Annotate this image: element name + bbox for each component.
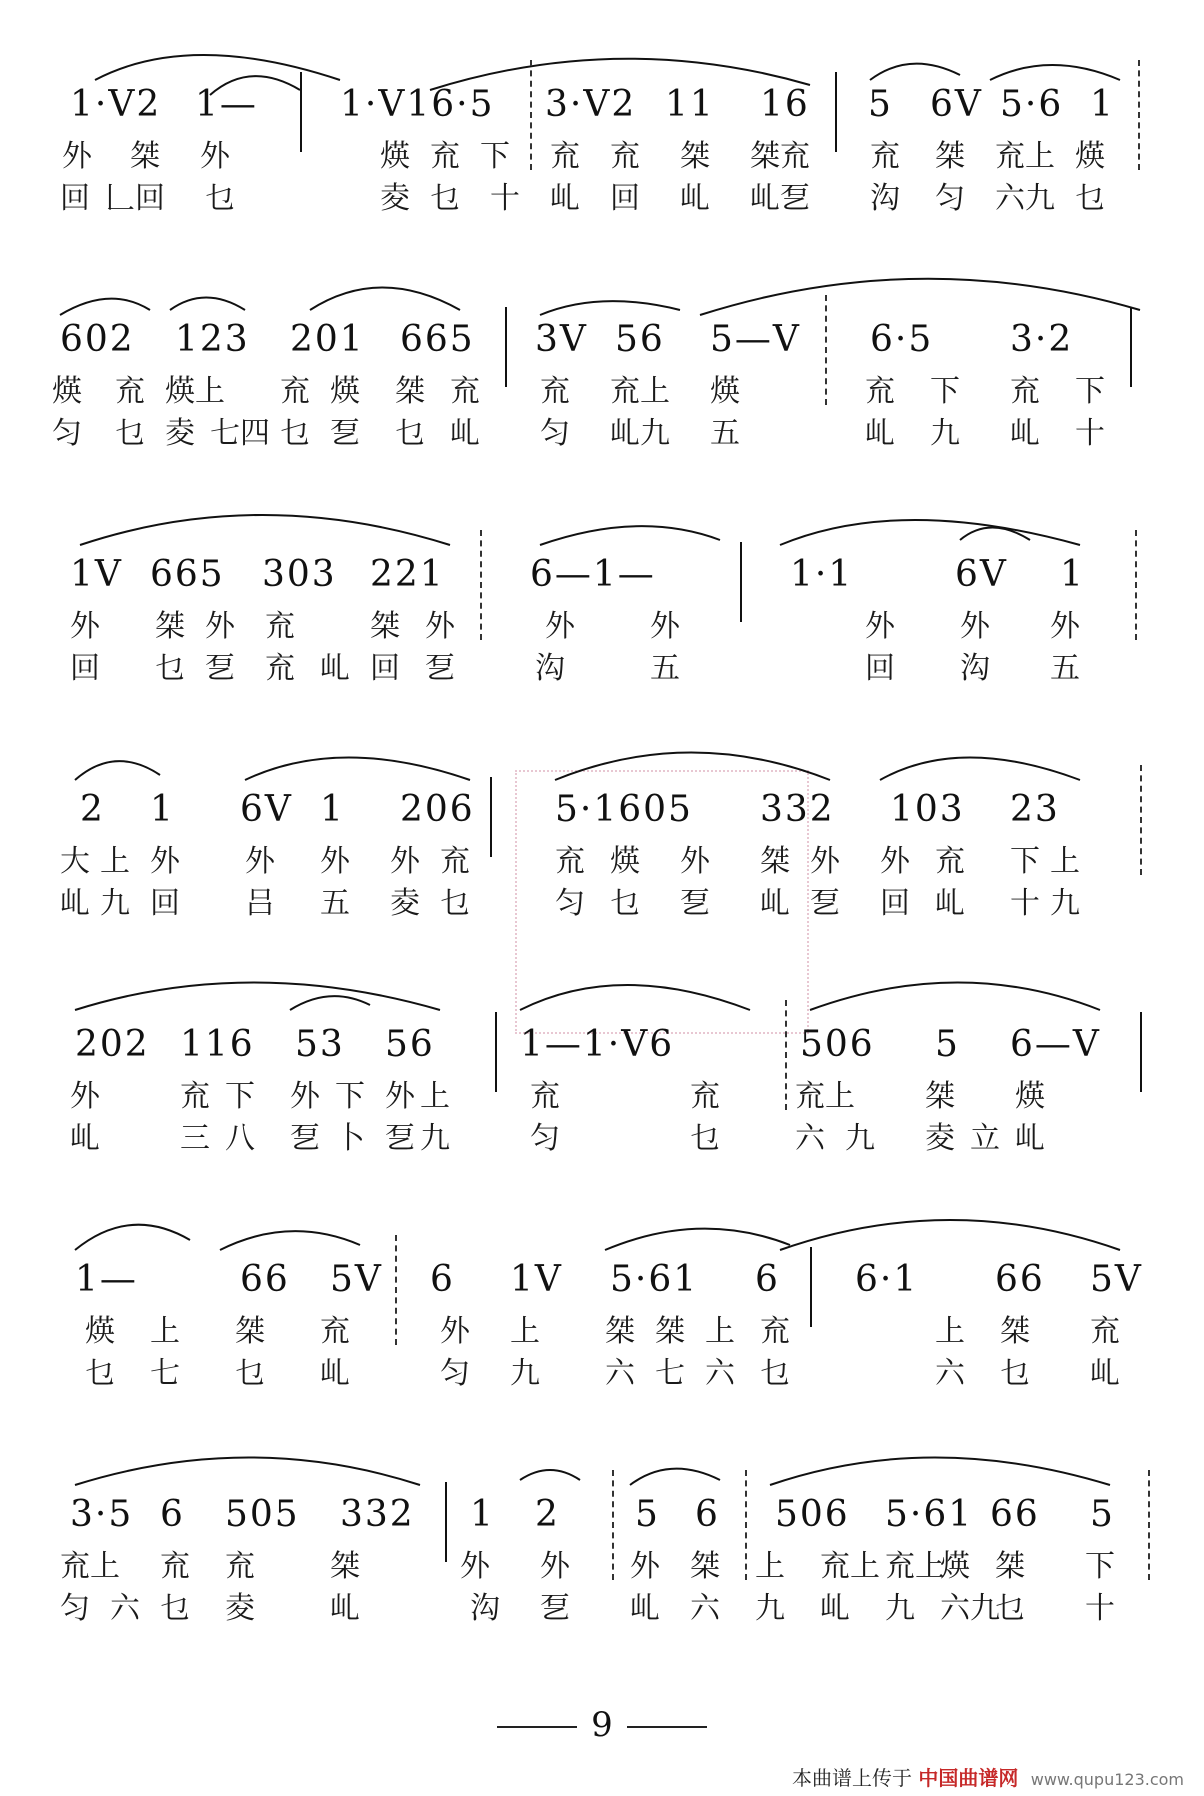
tablature-glyph: 外 [205, 609, 235, 644]
tablature-glyph: 夌 [165, 416, 195, 451]
tablature-glyph: 煐 [1015, 1079, 1045, 1114]
tablature-glyph: 㐬 [555, 844, 585, 879]
upload-footer [792, 1762, 1184, 1791]
tablature-glyph: 夌 [925, 1121, 955, 1156]
tablature-glyph: 匀 [440, 1356, 470, 1391]
score-row-6 [0, 1195, 1204, 1395]
tablature-glyph: 沟 [535, 651, 565, 686]
tablature-glyph: 乢 [330, 1591, 360, 1626]
tablature-glyph: 㐬 [115, 374, 145, 409]
tablature-glyph: 乢 [1090, 1356, 1120, 1391]
tablature-glyph: 外 [390, 844, 420, 879]
tablature-glyph: 㐬上 [60, 1549, 120, 1584]
tablature-glyph: 㐬 [540, 374, 570, 409]
tablature-glyph: 乢 [320, 1356, 350, 1391]
tablature-glyph: 桀 [605, 1314, 635, 1349]
tablature-glyph: 外 [960, 609, 990, 644]
tablature-glyph: 㐬上 [610, 374, 670, 409]
tablature-glyph: 下 [1075, 374, 1105, 409]
tablature-glyph: 乢 [550, 181, 580, 216]
tablature-glyph: 匀 [530, 1121, 560, 1156]
tablature-glyph: 下 [225, 1079, 255, 1114]
tablature-glyph: 桀 [395, 374, 425, 409]
note-group: 6·5 [870, 319, 934, 360]
tablature-glyph: 外 [865, 609, 895, 644]
note-group: 1— [195, 84, 258, 125]
tablature-glyph: 九 [510, 1356, 540, 1391]
tablature-glyph: 㐬 [280, 374, 310, 409]
tablature-glyph: 乜 [155, 651, 185, 686]
tablature-glyph: 㐬 [180, 1079, 210, 1114]
tablature-glyph: 㐬 [1010, 374, 1040, 409]
note-group: 5·1605 [555, 789, 693, 830]
tablature-glyph: 回 [610, 181, 640, 216]
tablature-glyph: 外 [290, 1079, 320, 1114]
tablature-glyph: 六 [605, 1356, 635, 1391]
tablature-glyph: 回 [880, 886, 910, 921]
tablature-glyph: 上 [705, 1314, 735, 1349]
tablature-glyph: 外 [62, 139, 92, 174]
tablature-glyph: 夌 [390, 886, 420, 921]
tablature-glyph: 桀 [655, 1314, 685, 1349]
tablature-glyph: 外 [680, 844, 710, 879]
tablature-glyph: 乢 [680, 181, 710, 216]
note-group: 1 [1090, 84, 1115, 125]
tablature-glyph: 沟 [470, 1591, 500, 1626]
note-group: 5 [635, 1494, 660, 1535]
note-group: 665 [400, 319, 475, 360]
tablature-glyph: 煐上 [165, 374, 225, 409]
note-group: 206 [400, 789, 475, 830]
tablature-glyph: 乭 [810, 886, 840, 921]
note-group: 1— [75, 1259, 138, 1300]
tablature-glyph: 五 [320, 886, 350, 921]
tablature-glyph: 㐬 [430, 139, 460, 174]
tablature-glyph: 八 [225, 1121, 255, 1156]
tablature-glyph: 外 [880, 844, 910, 879]
tablature-glyph: 上 [100, 844, 130, 879]
tablature-glyph: 外 [1050, 609, 1080, 644]
tablature-glyph: 五 [650, 651, 680, 686]
note-group: 56 [385, 1024, 435, 1065]
score-row-1 [0, 20, 1204, 220]
tablature-glyph: 回 [370, 651, 400, 686]
tablature-glyph: 㐬上 [885, 1549, 945, 1584]
tablature-glyph: 乭 [425, 651, 455, 686]
tablature-glyph: 乭 [385, 1121, 415, 1156]
tablature-glyph: 乭 [540, 1591, 570, 1626]
tablature-glyph: 十 [1085, 1591, 1115, 1626]
tablature-glyph: 㐬 [610, 139, 640, 174]
tablature-glyph: 桀 [680, 139, 710, 174]
tablature-glyph: 夌 [380, 181, 410, 216]
tablature-glyph: 㐬 [160, 1549, 190, 1584]
tablature-glyph: 外 [150, 844, 180, 879]
note-group: 6 [160, 1494, 185, 1535]
note-group: 3·2 [1010, 319, 1074, 360]
note-group: 201 [290, 319, 365, 360]
note-group: 602 [60, 319, 135, 360]
tablature-glyph: 乢 [450, 416, 480, 451]
note-group: 202 [75, 1024, 150, 1065]
tablature-glyph: 五 [710, 416, 740, 451]
note-group: 1·V16·5 [340, 84, 495, 125]
tablature-glyph: 立 [970, 1121, 1000, 1156]
note-group: 23 [1010, 789, 1060, 830]
tablature-glyph: 乢九 [610, 416, 670, 451]
tablature-glyph: 乜 [690, 1121, 720, 1156]
note-group: 66 [240, 1259, 290, 1300]
tablature-glyph: 桀 [130, 139, 160, 174]
note-group: 6 [695, 1494, 720, 1535]
score-row-7 [0, 1430, 1204, 1630]
note-group: 332 [760, 789, 835, 830]
tablature-glyph: 乢 [60, 886, 90, 921]
tablature-glyph: 桀 [330, 1549, 360, 1584]
tablature-glyph: 桀 [760, 844, 790, 879]
tablature-glyph: 㐬 [690, 1079, 720, 1114]
note-group: 303 [262, 554, 337, 595]
note-group: 5 [1090, 1494, 1115, 1535]
note-group: 5·61 [885, 1494, 974, 1535]
tablature-glyph: 乢 [630, 1591, 660, 1626]
note-group: 6—1— [530, 554, 656, 595]
note-group: 5—V [710, 319, 801, 360]
tablature-glyph: 六 [690, 1591, 720, 1626]
note-group: 1V [510, 1259, 563, 1300]
tablature-glyph: 九 [420, 1121, 450, 1156]
note-group: 16 [760, 84, 810, 125]
score-row-4 [0, 725, 1204, 925]
tablature-glyph: 桀 [935, 139, 965, 174]
note-group: 506 [775, 1494, 850, 1535]
tablature-glyph: 㐬 [870, 139, 900, 174]
tablature-glyph: 乭 [680, 886, 710, 921]
tablature-glyph: 㐬 [760, 1314, 790, 1349]
note-group: 2 [80, 789, 105, 830]
tablature-glyph: 桀 [925, 1079, 955, 1114]
note-group: 6V [240, 789, 293, 830]
tablature-glyph: 桀 [370, 609, 400, 644]
tablature-glyph: 外 [440, 1314, 470, 1349]
tablature-glyph: 乜 [235, 1356, 265, 1391]
tablature-glyph: 回 [60, 181, 90, 216]
tablature-glyph: 上 [1050, 844, 1080, 879]
tablature-glyph: 外 [200, 139, 230, 174]
tablature-glyph: 上 [150, 1314, 180, 1349]
tablature-glyph: 上 [420, 1079, 450, 1114]
score-row-3 [0, 490, 1204, 690]
note-group: 103 [890, 789, 965, 830]
tablature-glyph: 匀 [60, 1591, 90, 1626]
tablature-glyph: 乭 [205, 651, 235, 686]
tablature-glyph: 六 [935, 1356, 965, 1391]
tablature-glyph: 九 [845, 1121, 875, 1156]
page-number-rule [627, 1726, 707, 1728]
note-group: 5V [1090, 1259, 1143, 1300]
tablature-glyph: 外 [810, 844, 840, 879]
note-group: 1 [320, 789, 345, 830]
tablature-glyph: 上 [755, 1549, 785, 1584]
tablature-glyph: 夌 [225, 1591, 255, 1626]
tablature-glyph: 外 [460, 1549, 490, 1584]
note-group: 6V [930, 84, 983, 125]
tablature-glyph: 乜 [280, 416, 310, 451]
tablature-glyph: 六 [110, 1591, 140, 1626]
tablature-glyph: 桀 [235, 1314, 265, 1349]
note-group: 5·6 [1000, 84, 1064, 125]
note-group: 506 [800, 1024, 875, 1065]
tablature-glyph: 三 [180, 1121, 210, 1156]
note-group: 11 [665, 84, 715, 125]
tablature-glyph: 乢 [865, 416, 895, 451]
tablature-glyph: 外 [70, 1079, 100, 1114]
page-number-rule [497, 1726, 577, 1728]
tablature-glyph: 匀 [540, 416, 570, 451]
tablature-glyph: 外 [245, 844, 275, 879]
tablature-glyph: 㐬 [530, 1079, 560, 1114]
tablature-glyph: 六九 [995, 181, 1055, 216]
note-group: 6·1 [855, 1259, 919, 1300]
tablature-glyph: 上 [935, 1314, 965, 1349]
tablature-glyph: 㐬 [320, 1314, 350, 1349]
note-group: 6 [755, 1259, 780, 1300]
tablature-glyph: 匀 [555, 886, 585, 921]
note-group: 56 [615, 319, 665, 360]
tablature-glyph: 外 [70, 609, 100, 644]
tablature-glyph: 九 [755, 1591, 785, 1626]
tablature-glyph: 下 [335, 1079, 365, 1114]
tablature-glyph: 卜 [335, 1121, 365, 1156]
tablature-glyph: 九 [1050, 886, 1080, 921]
tablature-glyph: 㐬 [265, 651, 295, 686]
tablature-glyph: 乢 [1010, 416, 1040, 451]
tablature-glyph: 下 [1085, 1549, 1115, 1584]
tablature-glyph: 下 [480, 139, 510, 174]
tablature-glyph: 乜 [115, 416, 145, 451]
tablature-glyph: 㐬 [935, 844, 965, 879]
tablature-glyph: 十 [1075, 416, 1105, 451]
tablature-glyph: 乭 [290, 1121, 320, 1156]
tablature-glyph: 㐬 [225, 1549, 255, 1584]
tablature-glyph: 乢 [320, 651, 350, 686]
tablature-glyph: 五 [1050, 651, 1080, 686]
tablature-glyph: 九 [930, 416, 960, 451]
tablature-glyph: 外 [545, 609, 575, 644]
note-group: 53 [295, 1024, 345, 1065]
site-name: 中国曲谱网 [918, 1766, 1019, 1790]
tablature-glyph: 大 [60, 844, 90, 879]
tablature-glyph: 六 [705, 1356, 735, 1391]
note-group: 116 [180, 1024, 255, 1065]
page-number: 9 [0, 1705, 1204, 1745]
tablature-glyph: 乜 [440, 886, 470, 921]
tablature-glyph: 㐬 [450, 374, 480, 409]
tablature-glyph: 乭 [330, 416, 360, 451]
tablature-glyph: 吕 [245, 886, 275, 921]
tablature-glyph: 乜 [85, 1356, 115, 1391]
tablature-glyph: 回 [135, 181, 165, 216]
tablature-glyph: 㐬 [265, 609, 295, 644]
tablature-glyph: 回 [865, 651, 895, 686]
tablature-glyph: 九 [100, 886, 130, 921]
tablature-glyph: 十 [490, 181, 520, 216]
note-group: 6V [955, 554, 1008, 595]
tablature-glyph: 外 [425, 609, 455, 644]
tablature-glyph: 乜 [760, 1356, 790, 1391]
tablature-glyph: 外 [650, 609, 680, 644]
note-group: 123 [175, 319, 250, 360]
tablature-glyph: 桀 [1000, 1314, 1030, 1349]
note-group: 332 [340, 1494, 415, 1535]
tablature-glyph: 㐬 [865, 374, 895, 409]
note-group: 6 [430, 1259, 455, 1300]
tablature-glyph: 九 [885, 1591, 915, 1626]
tablature-glyph: 六 [795, 1121, 825, 1156]
tablature-glyph: 桀 [155, 609, 185, 644]
tablature-glyph: 𠃊 [105, 181, 135, 216]
site-url: www.qupu123.com [1030, 1770, 1184, 1789]
tablature-glyph: 乢 [820, 1591, 850, 1626]
tablature-glyph: 㐬 [1090, 1314, 1120, 1349]
tablature-glyph: 乜 [995, 1591, 1025, 1626]
tablature-glyph: 乢 [1015, 1121, 1045, 1156]
tablature-glyph: 煐 [1075, 139, 1105, 174]
note-group: 3·V2 [545, 84, 637, 125]
tablature-glyph: 沟 [960, 651, 990, 686]
tablature-glyph: 七 [150, 1356, 180, 1391]
tablature-glyph: 乜 [205, 181, 235, 216]
note-group: 1 [150, 789, 175, 830]
note-group: 1·1 [790, 554, 854, 595]
tablature-glyph: 煐 [330, 374, 360, 409]
tablature-glyph: 七四 [210, 416, 270, 451]
tablature-glyph: 乢乭 [750, 181, 810, 216]
tablature-glyph: 回 [70, 651, 100, 686]
note-group: 505 [225, 1494, 300, 1535]
note-group: 2 [535, 1494, 560, 1535]
uploaded-label: 本曲谱上传于 [792, 1766, 913, 1790]
tablature-glyph: 煐 [610, 844, 640, 879]
tablature-glyph: 乜 [160, 1591, 190, 1626]
tablature-glyph: 乜 [395, 416, 425, 451]
tablature-glyph: 外 [540, 1549, 570, 1584]
note-group: 221 [370, 554, 445, 595]
tablature-glyph: 外 [320, 844, 350, 879]
tablature-glyph: 煐 [710, 374, 740, 409]
note-group: 3·5 [70, 1494, 134, 1535]
tablature-glyph: 六九 [940, 1591, 1000, 1626]
tablature-glyph: 桀 [995, 1549, 1025, 1584]
tablature-glyph: 乢 [760, 886, 790, 921]
tablature-glyph: 煐 [940, 1549, 970, 1584]
tablature-glyph: 桀 [690, 1549, 720, 1584]
tablature-glyph: 乜 [430, 181, 460, 216]
tablature-glyph: 乜 [1000, 1356, 1030, 1391]
tablature-glyph: 上 [510, 1314, 540, 1349]
tablature-glyph: 㐬上 [820, 1549, 880, 1584]
score-row-5 [0, 960, 1204, 1160]
note-group: 1·V2 [70, 84, 162, 125]
tablature-glyph: 煐 [85, 1314, 115, 1349]
tablature-glyph: 匀 [52, 416, 82, 451]
tablature-glyph: 外 [385, 1079, 415, 1114]
note-group: 66 [995, 1259, 1045, 1300]
tablature-glyph: 乢 [935, 886, 965, 921]
note-group: 6—V [1010, 1024, 1101, 1065]
tablature-glyph: 七 [655, 1356, 685, 1391]
note-group: 1 [470, 1494, 495, 1535]
tablature-glyph: 乜 [1075, 181, 1105, 216]
tablature-glyph: 外 [630, 1549, 660, 1584]
tablature-glyph: 回 [150, 886, 180, 921]
note-group: 1—1·V6 [520, 1024, 675, 1065]
tablature-glyph: 匀 [935, 181, 965, 216]
score-row-2 [0, 255, 1204, 455]
note-group: 5V [330, 1259, 383, 1300]
tablature-glyph: 㐬上 [995, 139, 1055, 174]
tablature-glyph: 十 [1010, 886, 1040, 921]
note-group: 1 [1060, 554, 1085, 595]
note-group: 5 [935, 1024, 960, 1065]
tablature-glyph: 煐 [52, 374, 82, 409]
note-group: 1V [70, 554, 123, 595]
tablature-glyph: 㐬 [440, 844, 470, 879]
tablature-glyph: 下 [1010, 844, 1040, 879]
note-group: 5·61 [610, 1259, 699, 1300]
tablature-glyph: 乢 [70, 1121, 100, 1156]
note-group: 5 [868, 84, 893, 125]
note-group: 3V [535, 319, 588, 360]
tablature-glyph: 㐬 [550, 139, 580, 174]
tablature-glyph: 桀㐬 [750, 139, 810, 174]
tablature-glyph: 乜 [610, 886, 640, 921]
note-group: 66 [990, 1494, 1040, 1535]
tablature-glyph: 下 [930, 374, 960, 409]
tablature-glyph: 沟 [870, 181, 900, 216]
tablature-glyph: 煐 [380, 139, 410, 174]
note-group: 665 [150, 554, 225, 595]
tablature-glyph: 㐬上 [795, 1079, 855, 1114]
